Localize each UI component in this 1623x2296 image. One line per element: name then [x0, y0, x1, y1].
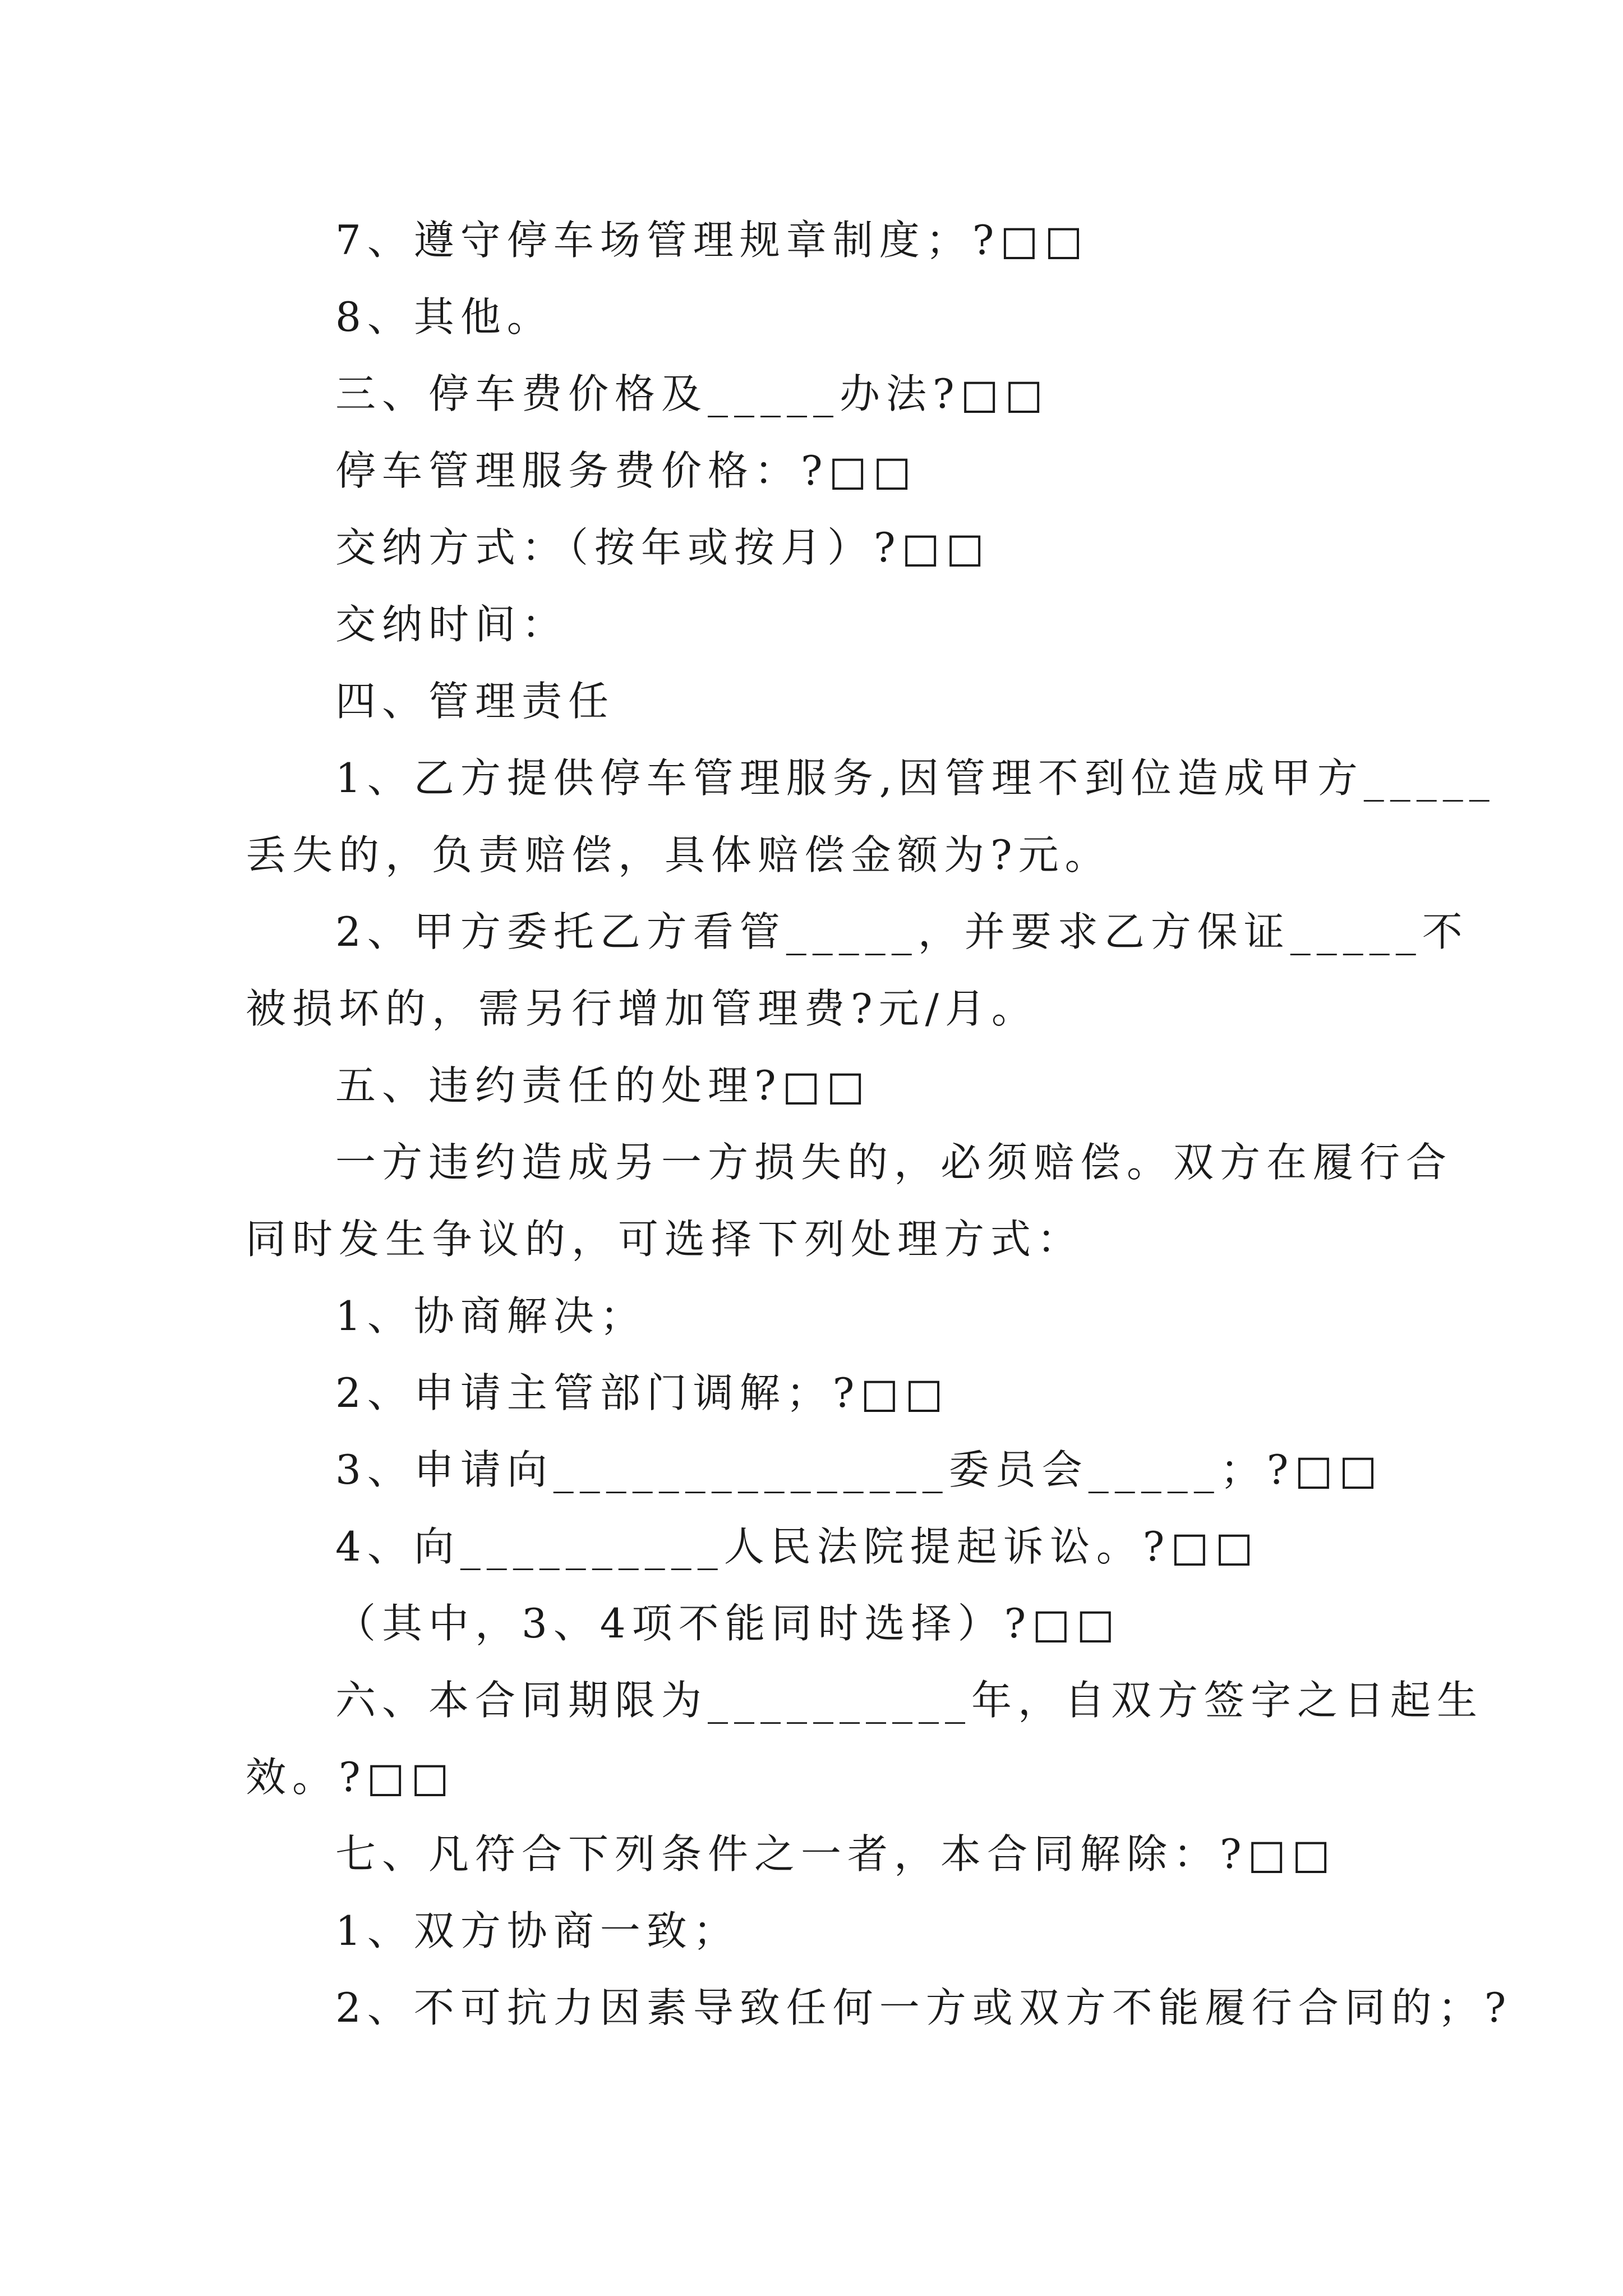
section-6-continued: 效。?□□ [246, 1754, 455, 1801]
responsibility-2-continued: 被损坏的，需另行增加管理费?元/月。 [246, 985, 1038, 1032]
dispute-option-1: 1、协商解决； [335, 1292, 647, 1340]
termination-condition-2: 2、不可抗力因素导致任何一方或双方不能履行合同的；? [335, 1984, 1513, 2031]
breach-paragraph-continued: 同时发生争议的，可选择下列处理方式： [246, 1216, 1084, 1263]
service-fee-line: 停车管理服务费价格：?□□ [335, 447, 917, 494]
dispute-option-4: 4、向__________人民法院提起诉讼。?□□ [335, 1523, 1260, 1570]
dispute-option-3: 3、申请向_______________委员会_____；?□□ [335, 1446, 1384, 1493]
section-3-heading: 三、停车费价格及_____办法?□□ [335, 370, 1049, 417]
clause-7-line: 7、遵守停车场管理规章制度；?□□ [335, 217, 1089, 264]
section-5-heading: 五、违约责任的处理?□□ [335, 1062, 871, 1109]
section-4-heading: 四、管理责任 [335, 678, 615, 725]
section-6-heading: 六、本合同期限为__________年，自双方签字之日起生 [335, 1677, 1484, 1724]
termination-condition-1: 1、双方协商一致； [335, 1907, 740, 1954]
dispute-option-2: 2、申请主管部门调解；?□□ [335, 1369, 949, 1416]
breach-paragraph-line: 一方违约造成另一方损失的，必须赔偿。双方在履行合 [335, 1139, 1453, 1186]
responsibility-1-continued: 丢失的，负责赔偿，具体赔偿金额为?元。 [246, 831, 1112, 878]
section-7-heading: 七、凡符合下列条件之一者，本合同解除：?□□ [335, 1830, 1336, 1878]
responsibility-2-line: 2、甲方委托乙方看管_____，并要求乙方保证_____不 [335, 908, 1469, 955]
payment-method-line: 交纳方式：（按年或按月）?□□ [335, 524, 990, 571]
payment-time-line: 交纳时间： [335, 601, 569, 648]
responsibility-1-line: 1、乙方提供停车管理服务,因管理不到位造成甲方_____ [335, 754, 1496, 802]
clause-8-line: 8、其他。 [335, 293, 554, 341]
dispute-note: （其中，3、4项不能同时选择）?□□ [335, 1600, 1121, 1647]
